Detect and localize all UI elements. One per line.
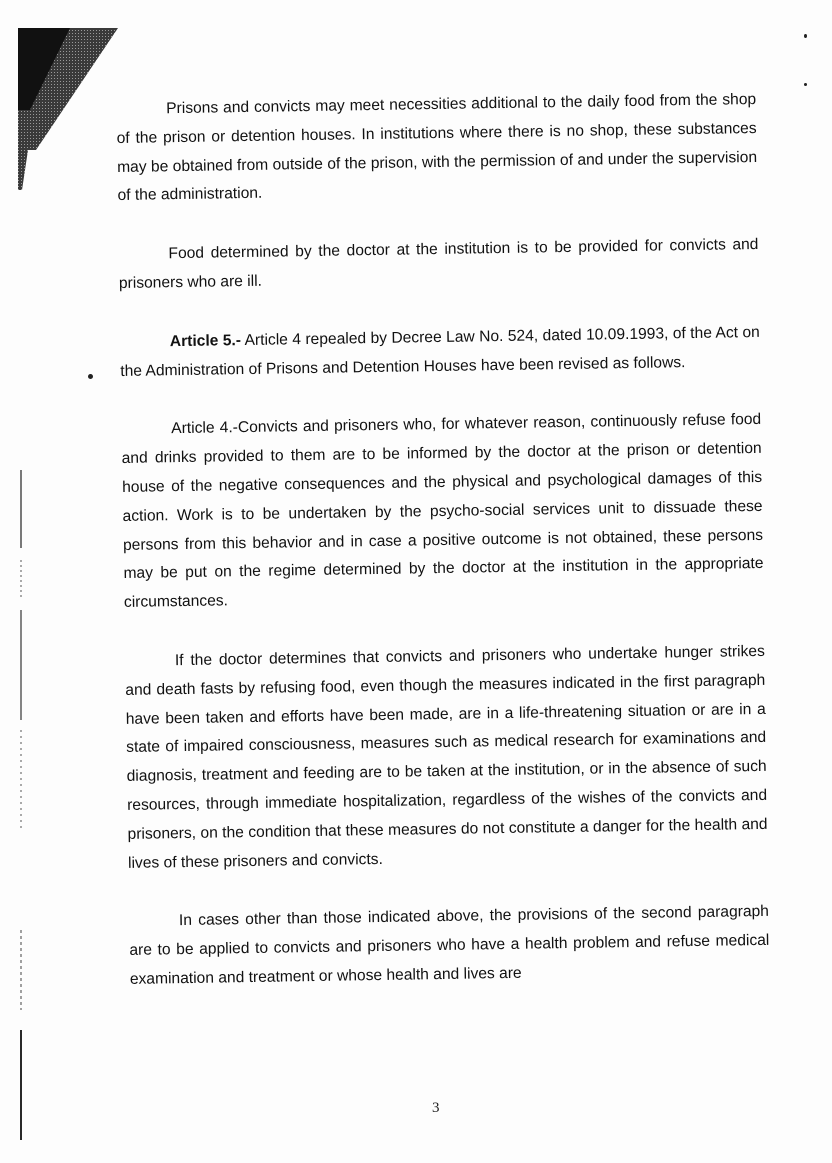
paragraph-hunger-strikes: If the doctor determines that convicts and prisoners who undertake hunger strikes and death fasts by refusing food, even though the measures indicated in the first paragraph have been taken and efforts have been made, are in a life-threatening situation or are in a state of impaired consciousness, measures such as medical research for examinations and diagnosis, treatment and feeding are to be taken at the institution, or in the absence of such resources, through immediate hospitalization, regardless of the wishes of the convicts and prisoners, on the condition that these measures do not constitute a danger for the health and lives of these prisoners and convicts. (125, 642, 768, 872)
paragraph-other-cases: In cases other than those indicated above, the provisions of the second paragraph are to be applied to convicts and prisoners who have a health problem and refuse medical examination and treatment or whose health and lives are (129, 903, 770, 988)
paragraph-article-4: Article 4.-Convicts and prisoners who, for whatever reason, continuously refuse food and drinks provided to them are to be informed by the doctor at the prison or detention house of the negative consequences and the physical and psychological damages of this action. Work is to be undertaken by the psycho-social services unit to dissuade these persons from this behavior and in case a positive outcome is not obtained, these persons may be put on the regime determined by the doctor at the institution in the appropriate circumstances. (121, 411, 764, 612)
scan-speck (804, 83, 807, 86)
paragraph-article-5: Article 5.- Article 4 repealed by Decree Law No. 524, dated 10.09.1993, of the Act on the Administration of Prisons and Detention Houses have been revised as follows. (120, 323, 760, 380)
paragraph-shop-necessities: Prisons and convicts may meet necessities additional to the daily food from the shop of the prison or detention houses. In institutions where there is no shop, these substances may be obtained from outside of the prison, with the permission of and under the supervision of the administration. (116, 90, 758, 205)
article-heading: Article 5.- (169, 331, 242, 350)
document-body (116, 86, 770, 995)
scan-speck (88, 374, 93, 379)
scan-speck (804, 34, 807, 38)
binding-margin-marks (0, 0, 40, 1163)
paragraph-ill-prisoners-food: Food determined by the doctor at the institution is to be provided for convicts and prisoners who are ill. (118, 236, 759, 292)
page-number: 3 (432, 1100, 440, 1116)
